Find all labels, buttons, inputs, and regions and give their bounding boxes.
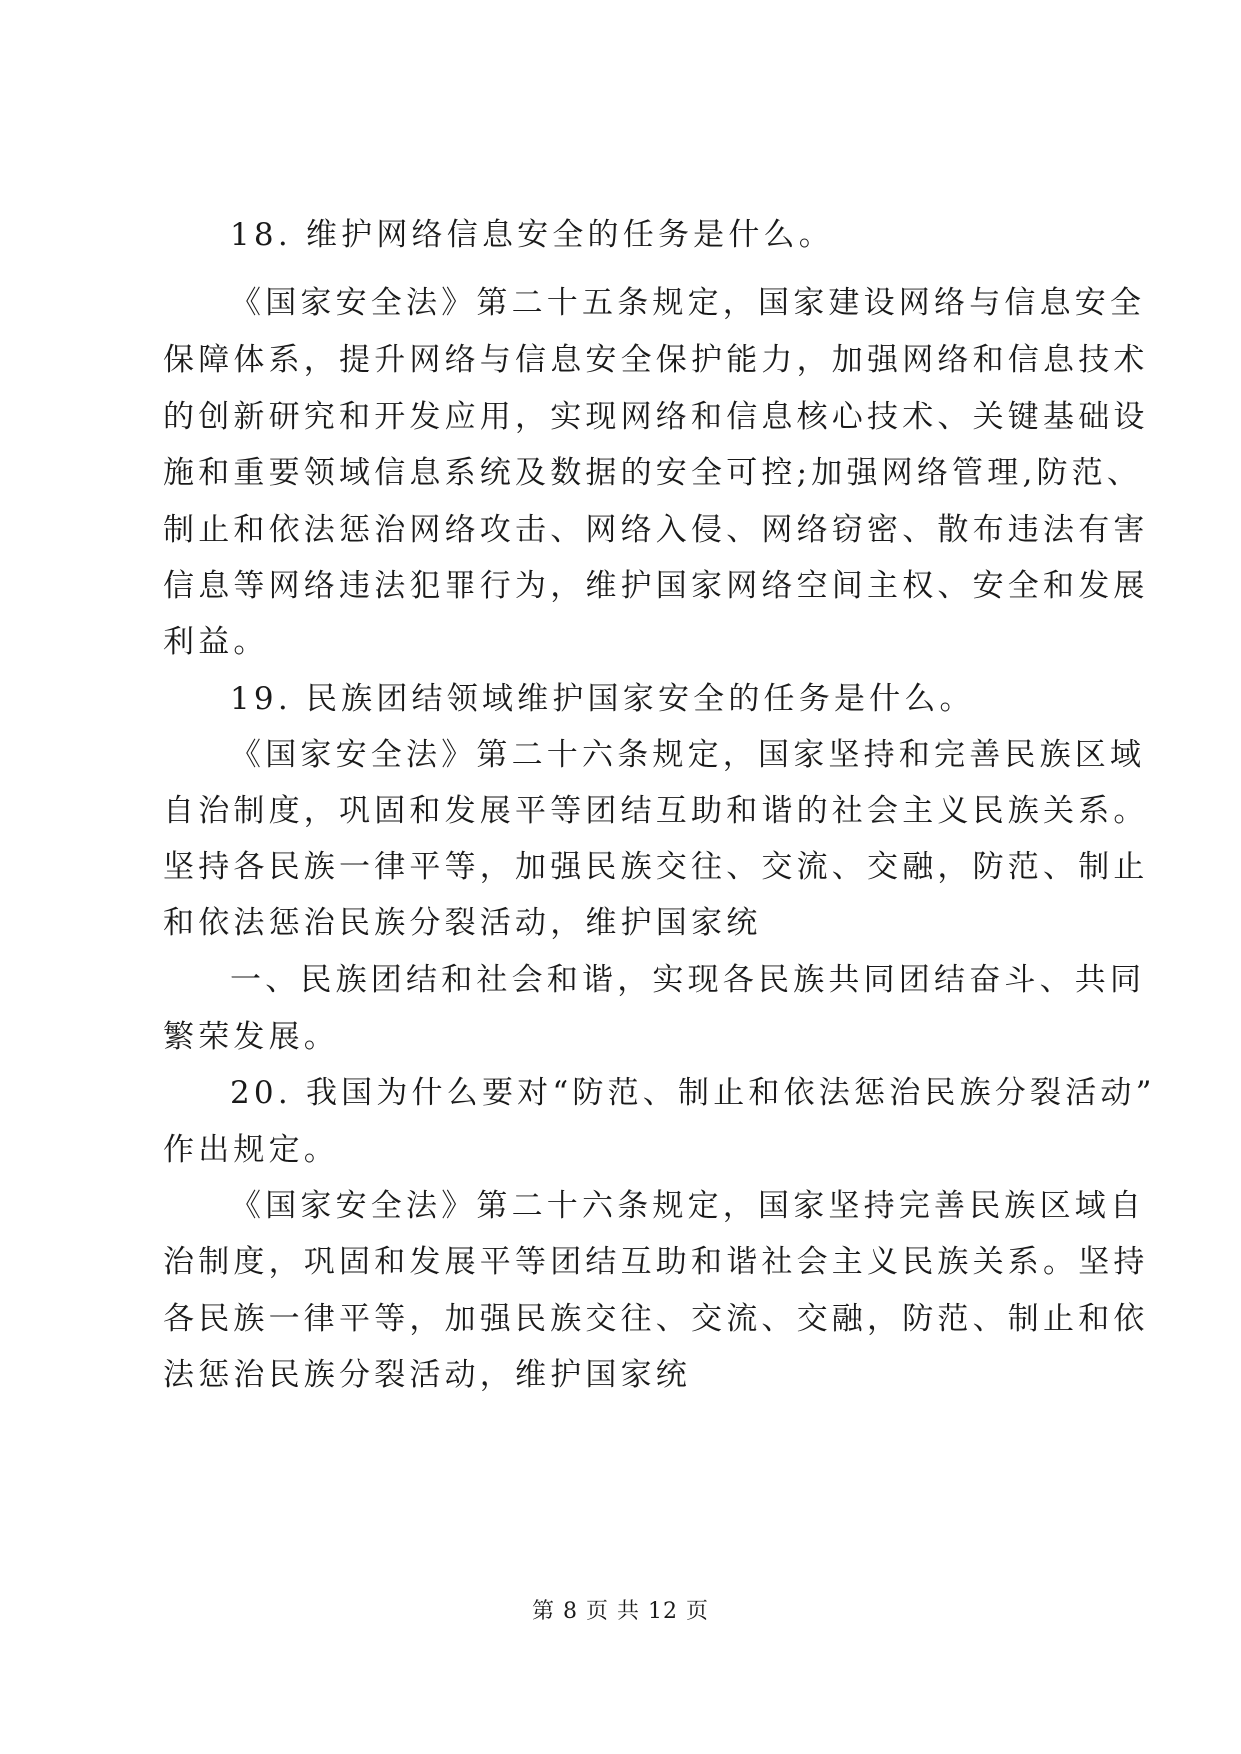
question-19-heading: 19. 民族团结领域维护国家安全的任务是什么。 [230,681,975,717]
answer-18-line: 信息等网络违法犯罪行为，维护国家网络空间主权、安全和发展 [163,568,1149,604]
answer-19-line: 坚持各民族一律平等，加强民族交往、交流、交融，防范、制止 [163,849,1149,885]
answer-18-line: 的创新研究和开发应用，实现网络和信息核心技术、关键基础设 [163,399,1149,435]
answer-18-line: 制止和依法惩治网络攻击、网络入侵、网络窃密、散布违法有害 [163,512,1149,548]
answer-18-line: 《国家安全法》第二十五条规定，国家建设网络与信息安全 [230,285,1146,321]
answer-20-line: 《国家安全法》第二十六条规定，国家坚持完善民族区域自 [230,1188,1146,1224]
answer-20-line: 各民族一律平等，加强民族交往、交流、交融，防范、制止和依 [163,1301,1149,1337]
answer-19-line: 《国家安全法》第二十六条规定，国家坚持和完善民族区域 [230,737,1146,773]
question-18-heading: 18. 维护网络信息安全的任务是什么。 [230,217,834,253]
answer-19-line: 一、民族团结和社会和谐，实现各民族共同团结奋斗、共同 [230,962,1146,998]
answer-19-line: 繁荣发展。 [163,1019,339,1055]
answer-20-line: 治制度，巩固和发展平等团结互助和谐社会主义民族关系。坚持 [163,1244,1149,1280]
answer-19-line: 和依法惩治民族分裂活动，维护国家统 [163,905,762,941]
answer-18-line: 施和重要领域信息系统及数据的安全可控;加强网络管理,防范、 [163,455,1143,491]
page-number-footer: 第 8 页 共 12 页 [532,1599,709,1624]
question-20-heading-cont: 作出规定。 [163,1132,339,1168]
answer-18-line: 利益。 [163,624,269,660]
question-20-heading: 20. 我国为什么要对“防范、制止和依法惩治民族分裂活动” [230,1075,1156,1111]
answer-18-line: 保障体系，提升网络与信息安全保护能力，加强网络和信息技术 [163,342,1149,378]
answer-19-line: 自治制度，巩固和发展平等团结互助和谐的社会主义民族关系。 [163,793,1149,829]
answer-20-line: 法惩治民族分裂活动，维护国家统 [163,1357,691,1393]
